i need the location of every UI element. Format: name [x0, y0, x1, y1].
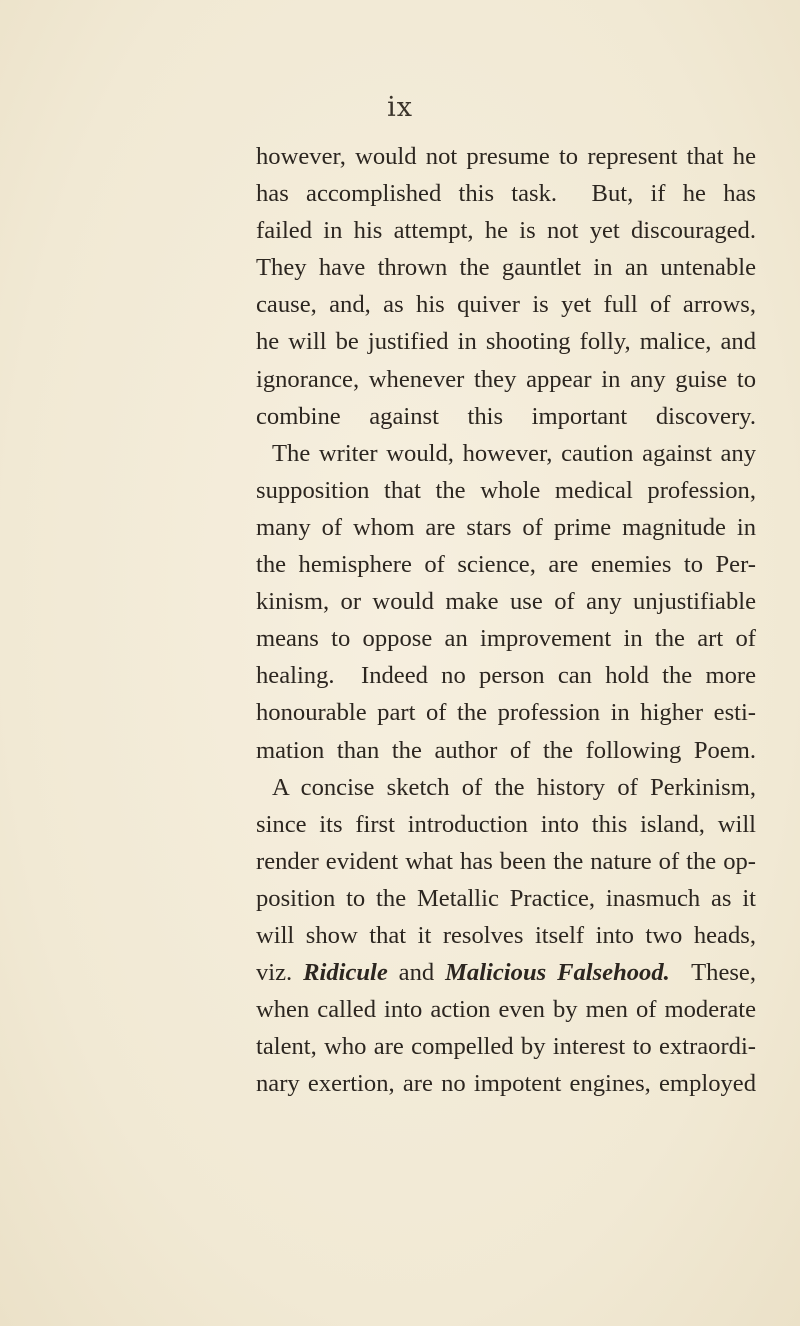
- text-segment: the hemisphere of science, are enemies to Per-: [256, 551, 756, 579]
- text-segment: means to oppose an improvement in the art of: [256, 625, 756, 653]
- text-segment: position to the Metallic Practice, inasmuch as it: [256, 884, 756, 912]
- text-segment: The writer would, however, caution against any: [272, 439, 756, 467]
- text-line: [256, 806, 756, 843]
- text-segment: will show that it resolves itself into two heads,: [256, 921, 756, 949]
- text-line: [256, 1028, 756, 1065]
- text-segment: many of whom are stars of prime magnitude in: [256, 513, 756, 541]
- text-line: [256, 880, 756, 917]
- text-line: [256, 212, 756, 249]
- text-line: [256, 843, 756, 880]
- text-line: [256, 435, 756, 472]
- text-segment: however, would not presume to represent that he: [256, 143, 756, 170]
- text-segment: render evident what has been the nature of the op-: [256, 847, 756, 875]
- text-line: [256, 583, 756, 620]
- text-line: [256, 1065, 756, 1102]
- text-segment: viz.: [256, 959, 304, 987]
- text-line: [256, 249, 756, 286]
- text-segment: kinism, or would make use of any unjustifiable: [256, 588, 756, 616]
- text-line: [256, 991, 756, 1028]
- page-number: ix: [387, 92, 413, 123]
- text-segment: he will be justified in shooting folly, malice, and: [256, 328, 756, 356]
- text-line: [256, 620, 756, 657]
- text-segment: has accomplished this task. But, if he has: [256, 180, 756, 208]
- text-line: [256, 657, 756, 694]
- text-segment: supposition that the whole medical profession,: [256, 476, 756, 504]
- text-line: [256, 472, 756, 509]
- text-segment: combine against this important discovery.: [256, 402, 756, 430]
- text-segment: These,: [669, 959, 756, 987]
- text-segment: talent, who are compelled by interest to extraordi-: [256, 1033, 756, 1061]
- text-line: [256, 361, 756, 398]
- text-line: [256, 546, 756, 583]
- text-line: [256, 398, 756, 435]
- text-line: [256, 917, 756, 954]
- text-segment: honourable part of the profession in higher esti-: [256, 699, 756, 727]
- text-segment: since its first introduction into this island, will: [256, 810, 756, 838]
- text-line: [256, 323, 756, 360]
- italic-phrase: Ridicule: [303, 959, 388, 987]
- text-line: [256, 509, 756, 546]
- italic-phrase: Malicious Falsehood.: [445, 959, 670, 987]
- text-segment: A concise sketch of the history of Perkinism,: [272, 773, 756, 801]
- text-line: [256, 286, 756, 323]
- text-line: [256, 175, 756, 212]
- text-line: [256, 954, 756, 991]
- text-line: [256, 138, 756, 175]
- text-line: [256, 732, 756, 769]
- text-segment: healing. Indeed no person can hold the more: [256, 662, 756, 690]
- text-line: [256, 694, 756, 731]
- text-line: [256, 769, 756, 806]
- text-segment: failed in his attempt, he is not yet discouraged.: [256, 217, 756, 245]
- text-segment: They have thrown the gauntlet in an untenable: [256, 254, 756, 282]
- text-segment: ignorance, whenever they appear in any guise to: [256, 365, 756, 393]
- text-segment: cause, and, as his quiver is yet full of arrows,: [256, 291, 756, 319]
- text-segment: nary exertion, are no impotent engines, employed: [256, 1070, 756, 1098]
- text-segment: and: [387, 959, 446, 987]
- body-text: [256, 138, 756, 1102]
- text-segment: when called into action even by men of moderate: [256, 996, 756, 1024]
- text-segment: mation than the author of the following Poem.: [256, 736, 756, 764]
